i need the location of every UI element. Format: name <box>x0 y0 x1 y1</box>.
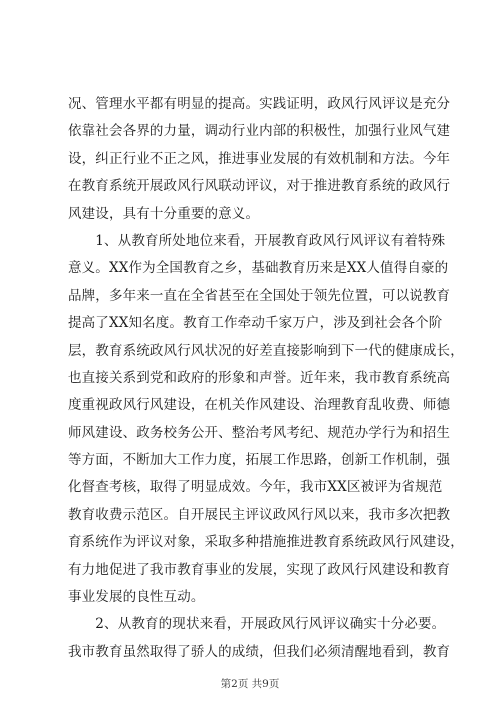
text-line: 等方面，不断加大工作力度，拓展工作思路，创新工作机制，强 <box>68 452 451 469</box>
text-line: 品牌，多年来一直在全省甚至在全国处于领先位置，可以说教育 <box>68 287 451 304</box>
text-line: 在教育系统开展政风行风联动评议，对于推进教育系统的政风行 <box>68 178 451 195</box>
text-line: 有力地促进了我市教育事业的发展，实现了政风行风建设和教育 <box>68 561 451 578</box>
text-line: 风建设，具有十分重要的意义。 <box>68 205 260 222</box>
text-line: 1、从教育所处地位来看，开展教育政风行风评议有着特殊 <box>68 232 446 249</box>
text-line: 师风建设、政务校务公开、整治考风考纪、规范办学行为和招生 <box>68 424 451 441</box>
document-body <box>68 91 464 666</box>
text-line: 我市教育虽然取得了骄人的成绩，但我们必须清醒地看到，教育 <box>68 643 451 660</box>
paragraph-intro <box>68 91 451 228</box>
text-line: 教育收费示范区。自开展民主评议政风行风以来，我市多次把教 <box>68 506 451 523</box>
text-line: 况、管理水平都有明显的提高。实践证明，政风行风评议是充分 <box>68 96 451 112</box>
text-line: 层，教育系统政风行风状况的好差直接影响到下一代的健康成长， <box>68 342 464 359</box>
text-line: 也直接关系到党和政府的形象和声誉。近年来，我市教育系统高 <box>68 369 451 386</box>
text-line: 育系统作为评议对象，采取多种措施推进教育系统政风行风建设， <box>68 534 464 551</box>
text-line: 意义。XX作为全国教育之乡，基础教育历来是XX人值得自豪的 <box>68 260 449 277</box>
text-line: 化督查考核，取得了明显成效。今年，我市XX区被评为省规范 <box>68 479 443 496</box>
text-line: 依靠社会各界的力量，调动行业内部的积极性，加强行业风气建 <box>68 123 451 140</box>
text-line: 提高了XX知名度。教育工作牵动千家万户，涉及到社会各个阶 <box>68 315 443 332</box>
paragraph-point-1 <box>68 228 464 611</box>
text-line: 2、从教育的现状来看，开展政风行风评议确实十分必要。 <box>68 616 446 633</box>
paragraph-point-2 <box>68 611 451 666</box>
page-number-footer: 第2页 共9页 <box>220 678 280 690</box>
text-line: 设，纠正行业不正之风，推进事业发展的有效机制和方法。今年 <box>68 150 451 167</box>
text-line: 度重视政风行风建设，在机关作风建设、治理教育乱收费、师德 <box>68 397 451 414</box>
text-line: 事业发展的良性互动。 <box>68 589 205 606</box>
